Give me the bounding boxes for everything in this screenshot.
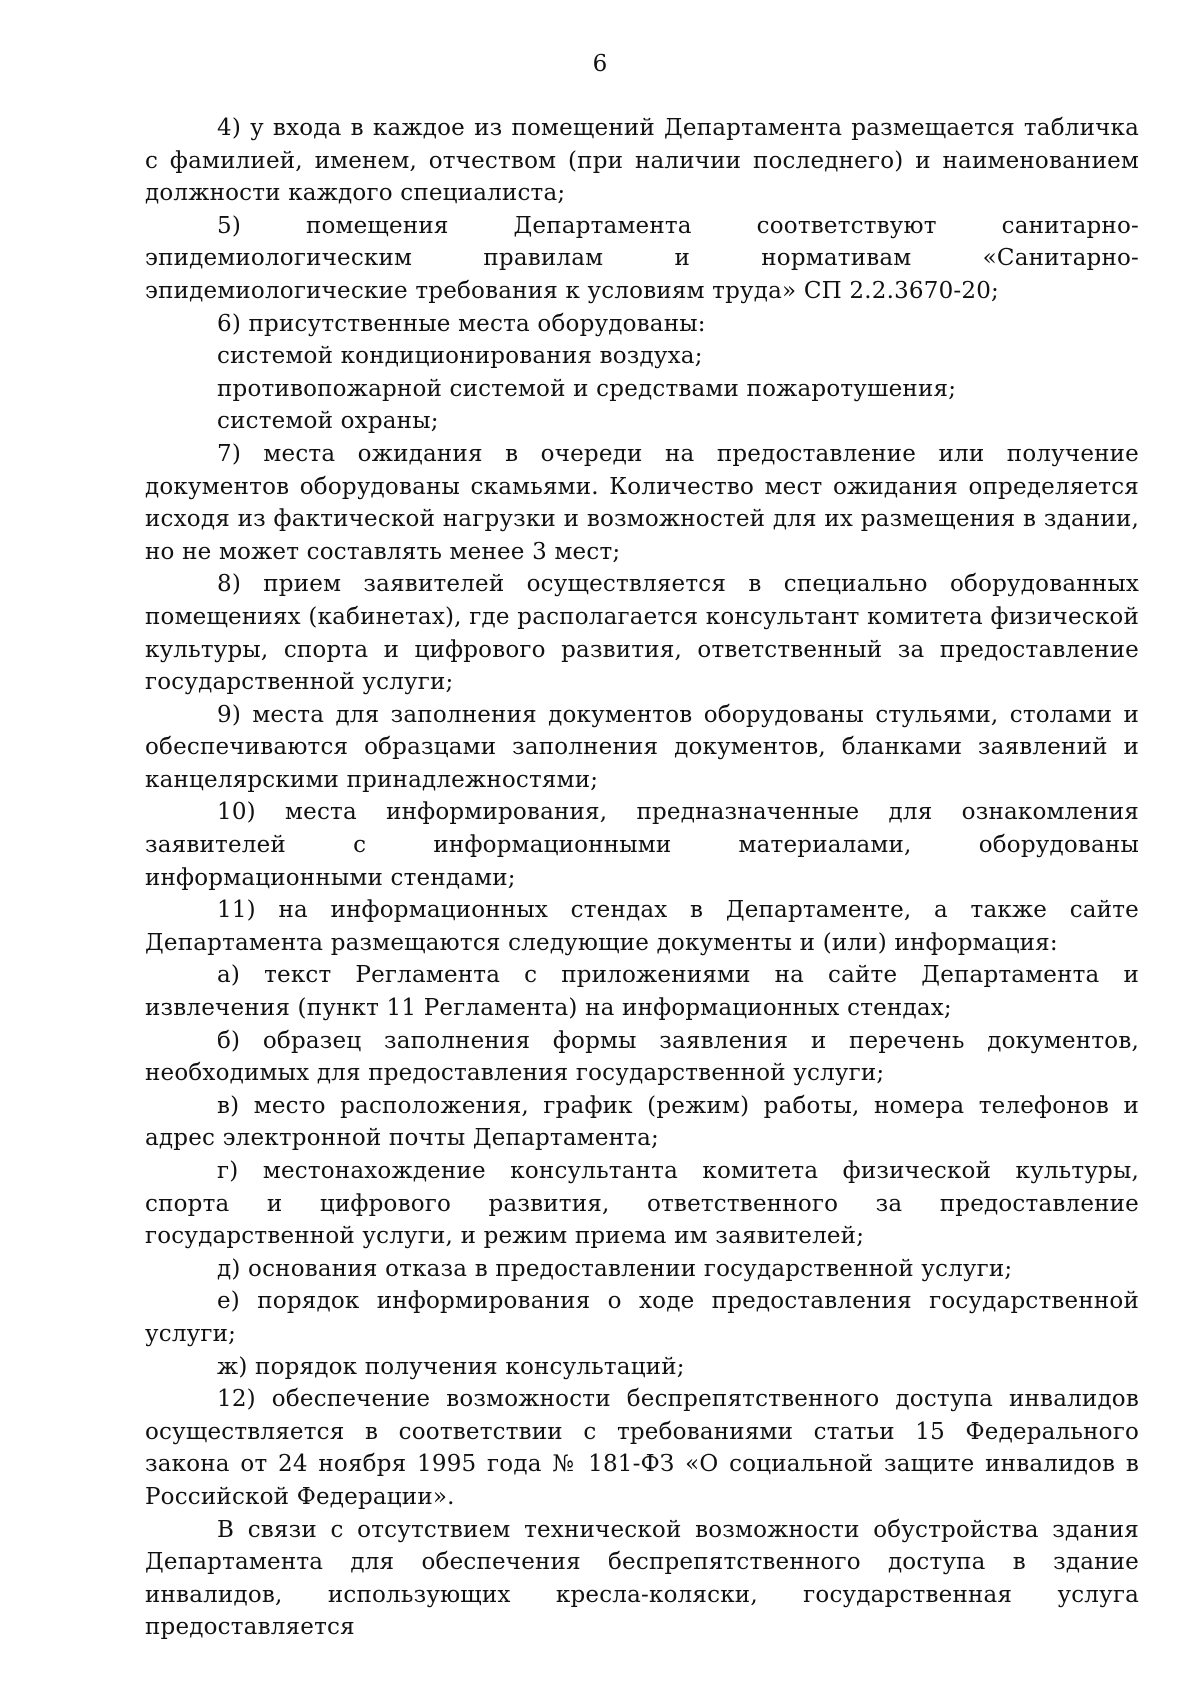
page-number: 6 [592,51,608,77]
paragraph-air-conditioning: системой кондиционирования воздуха; [217,343,703,370]
paragraph-item-9: 9) места для заполнения документов оборудованы стульями, столами и обеспечиваются образцами заполнения документов, бланками заявлений и канцелярскими принадлежностями; [145,701,1139,793]
document-body [145,112,1139,1644]
paragraph-subitem-e: е) порядок информирования о ходе предоставления государственной услуги; [145,1288,1139,1347]
paragraph-subitem-zh: ж) порядок получения консультаций; [217,1353,685,1380]
paragraph-subitem-b: б) образец заполнения формы заявления и перечень документов, необходимых для предоставления государственной услуги; [145,1027,1139,1087]
paragraph-item-7: 7) места ожидания в очереди на предоставление или получение документов оборудованы скамьями. Количество мест ожидания определяется исходя из фактической нагрузки и возможностей для их размещения в здании, но не может составлять менее 3 мест; [145,440,1139,565]
paragraph-subitem-a: а) текст Регламента с приложениями на сайте Департамента и извлечения (пункт 11 Регламента) на информационных стендах; [145,962,1139,1022]
paragraph-item-4: 4) у входа в каждое из помещений Департамента размещается табличка с фамилией, именем, отчеством (при наличии последнего) и наименованием должности каждого специалиста; [145,115,1139,207]
paragraph-item-10: 10) места информирования, предназначенные для ознакомления заявителей с информационными материалами, оборудованы информационными стендами; [145,799,1139,891]
paragraph-item-12: 12) обеспечение возможности беспрепятственного доступа инвалидов осуществляется в соответствии с требованиями статьи 15 Федерального закона от 24 ноября 1995 года № 181-ФЗ «О социальной защите инвалидов в Российской Федерации». [145,1386,1139,1510]
paragraph-subitem-d: д) основания отказа в предоставлении государственной услуги; [217,1255,1013,1282]
paragraph-item-5: 5) помещения Департамента соответствуют санитарно-эпидемиологическим правилам и нормативам «Санитарно-эпидемиологические требования к условиям труда» СП 2.2.3670-20; [145,212,1139,304]
paragraph-fire-safety: противопожарной системой и средствами пожаротушения; [217,375,957,402]
paragraph-item-6: 6) присутственные места оборудованы: [217,310,706,337]
paragraph-security: системой охраны; [217,408,439,435]
paragraph-accessibility: В связи с отсутствием технической возможности обустройства здания Департамента для обеспечения беспрепятственного доступа в здание инвалидов, использующих кресла-коляски, государственная услуга предоставляется [145,1516,1139,1641]
paragraph-item-11: 11) на информационных стендах в Департаменте, а также сайте Департамента размещаются следующие документы и (или) информация: [145,897,1139,956]
paragraph-subitem-v: в) место расположения, график (режим) работы, номера телефонов и адрес электронной почты Департамента; [145,1092,1139,1152]
paragraph-item-8: 8) прием заявителей осуществляется в специально оборудованных помещениях (кабинетах), где располагается консультант комитета физической культуры, спорта и цифрового развития, ответственный за предоставление государственной услуги; [145,571,1139,696]
paragraph-subitem-g: г) местонахождение консультанта комитета физической культуры, спорта и цифрового развития, ответственного за предоставление государственной услуги, и режим приема им заявителей; [145,1158,1139,1250]
